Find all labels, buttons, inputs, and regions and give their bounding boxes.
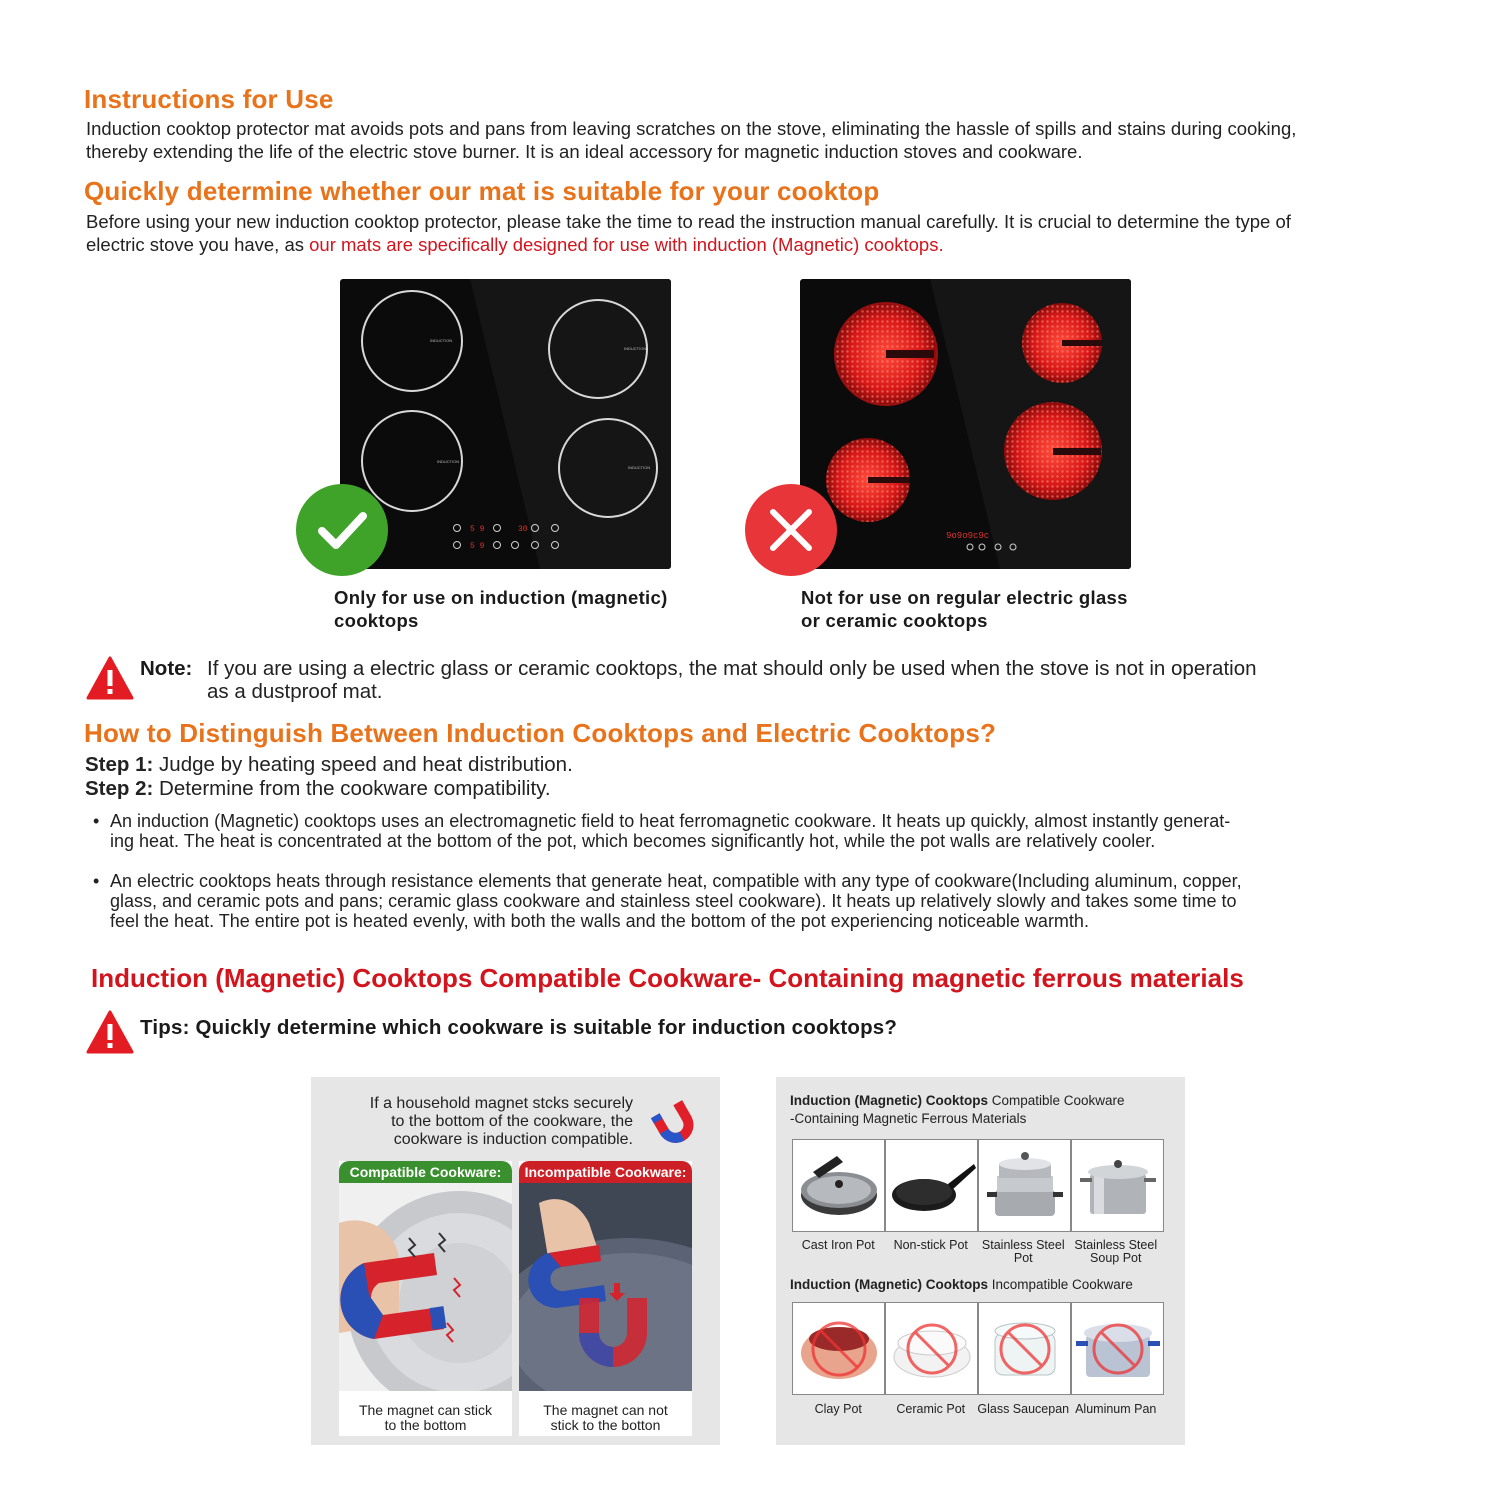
compatible-caption [339,1403,512,1433]
suitability-paragraph [86,210,1416,256]
burner-bottom-right [1004,402,1102,500]
note-line-2: as a dustproof mat. [207,680,383,703]
instructions-line-1: Induction cooktop protector mat avoids pots and pans from leaving scratches on the stove, eliminating the hassle of spills and stains during cooking, [86,118,1297,139]
induction-caption-line-1: Only for use on induction (magnetic) [334,587,668,608]
compatible-subtitle: -Containing Magnetic Ferrous Materials [790,1111,1027,1126]
burner-top-right [1022,303,1102,383]
label-ceramic-pot: Ceramic Pot [896,1402,966,1416]
section-title-compatible: Induction (Magnetic) Cooktops Compatible Cookware- Containing magnetic ferrous materials [91,963,1244,993]
bullet-dot-2: • [93,871,100,891]
incompatible-labels [792,1403,1162,1416]
bullet-2-line-2: glass, and ceramic pots and pans; ceramic glass cookware and stainless steel cookware). It heats up relatively slowly and takes some time to [110,891,1237,911]
suitability-highlight: our mats are specifically designed for use with induction (Magnetic) cooktops. [309,234,944,255]
compatible-card-header: Compatible Cookware: [339,1161,512,1183]
clay-pot-image [792,1302,885,1395]
cookware-panel [776,1077,1185,1445]
induction-caption [334,586,668,632]
bullet-2-line-1: An electric cooktops heats through resistance elements that generate heat, compatible with any type of cookware(Including aluminum, copper, [110,871,1242,891]
suitability-line-1: Before using your new induction cooktop protector, please take the time to read the instruction manual carefully. It is crucial to determine the type of [86,211,1291,232]
note-label: Note: [140,657,193,680]
bullet-1-line-1: An induction (Magnetic) cooktops uses an electromagnetic field to heat ferromagnetic cookware. It heats up quickly, almost instantly generat- [110,811,1231,831]
section-title-distinguish: How to Distinguish Between Induction Cooktops and Electric Cooktops? [84,718,997,748]
compatible-title-rest: Compatible Cookware [988,1093,1125,1108]
incompatible-grid [792,1302,1162,1395]
compatible-labels [792,1239,1162,1265]
magnet-test-panel [311,1077,720,1445]
incompatible-card [519,1161,692,1436]
compatible-card [339,1161,512,1436]
bullet-2-line-3: feel the heat. The entire pot is heated evenly, with both the walls and the bottom of the pot experiencing noticeable warmth. [110,911,1089,931]
incompatible-title-bold: Induction (Magnetic) Cooktops [790,1277,988,1292]
compatible-title-line [790,1092,1125,1110]
warning-icon [86,656,134,700]
step-2-label: Step 2: [85,776,154,800]
incompatible-caption-line-2: stick to the botton [550,1417,661,1433]
magnet-intro [311,1095,633,1149]
checkmark-icon [296,484,388,576]
suitability-line-2-plain: electric stove you have, as [86,234,310,255]
step-1-label: Step 1: [85,753,154,776]
incompatible-title [790,1277,1133,1292]
burner-top-left [835,303,937,405]
electric-cooktop-illustration [800,279,1131,569]
display-right: 9o9o9c9c [946,531,990,541]
induction-cooktop-image [340,279,671,569]
induction-label-1: INDUCTION [430,338,453,343]
label-aluminum-pan: Aluminum Pan [1075,1402,1157,1416]
section-title-instructions: Instructions for Use [84,84,334,114]
compatible-grid [792,1139,1162,1232]
incompatible-title-rest: Incompatible Cookware [988,1277,1133,1292]
label-non-stick-pot: Non-stick Pot [893,1238,968,1252]
incompatible-card-header: Incompatible Cookware: [519,1161,692,1183]
tips-warning-icon [86,1010,134,1054]
burner-bottom-left [826,438,910,522]
display-left-2: 5 9 [470,542,485,551]
step-1-text: Judge by heating speed and heat distribution. [153,753,573,776]
bullet-induction [93,811,1400,851]
label-stainless-steel-soup-pot: Stainless Steel Soup Pot [1074,1238,1158,1265]
tips-text: Tips: Quickly determine which cookware is suitable for induction cooktops? [140,1016,898,1039]
instructions-line-2: thereby extending the life of the electric stove burner. It is an ideal accessory for magnetic induction stoves and cookware. [86,141,1083,162]
suitability-line-2 [86,233,1416,256]
compatible-caption-line-1: The magnet can stick [358,1402,493,1418]
magnet-icon [647,1099,703,1149]
glass-saucepan-image [978,1302,1071,1395]
stainless-steel-soup-pot-image [1071,1139,1164,1232]
non-stick-pot-image [885,1139,978,1232]
induction-label-3: INDUCTION [437,459,460,464]
aluminum-pan-image [1071,1302,1164,1395]
electric-cooktop-image [800,279,1131,569]
label-glass-saucepan: Glass Saucepan [977,1402,1070,1416]
induction-caption-line-2: cooktops [334,610,419,631]
incompatible-magnet-illustration [519,1183,692,1391]
stainless-steel-pot-image [978,1139,1071,1232]
label-clay-pot: Clay Pot [814,1402,862,1416]
induction-label-4: INDUCTION [628,465,651,470]
electric-caption-line-2: or ceramic cooktops [801,610,988,631]
instructions-paragraph [86,117,1416,163]
incompatible-caption-line-1: The magnet can not [543,1402,668,1418]
magnet-intro-line-1: If a household magnet stcks securely [369,1095,633,1112]
compatible-magnet-illustration [339,1183,512,1391]
step-2-text: Determine from the cookware compatibility. [153,776,551,800]
bullet-1-line-2: ing heat. The heat is concentrated at the bottom of the pot, which becomes significantly hot, while the pot walls are relatively cooler. [110,831,1156,851]
display-timer: 30 [518,525,528,534]
label-stainless-steel-pot: Stainless Steel Pot [981,1238,1065,1265]
display-left-1: 5 9 [470,525,485,534]
incompatible-caption [519,1403,692,1433]
induction-cooktop-illustration [340,279,671,569]
cross-icon [745,484,837,576]
step-1 [85,753,573,777]
bullet-dot-1: • [93,811,100,831]
steps [85,753,573,800]
compatible-caption-line-2: to the bottom [384,1417,467,1433]
cross-badge [745,484,837,576]
electric-caption [801,586,1128,632]
cast-iron-pot-image [792,1139,885,1232]
section-title-suitability: Quickly determine whether our mat is suitable for your cooktop [84,176,880,206]
note-line-1: If you are using a electric glass or ceramic cooktops, the mat should only be used when the stove is not in operation [207,657,1257,680]
magnet-intro-line-3: cookware is induction compatible. [393,1131,633,1148]
note-text [207,657,1397,703]
magnet-intro-line-2: to the bottom of the cookware, the [391,1113,633,1130]
induction-label-2: INDUCTION [624,346,647,351]
bullet-electric [93,871,1400,931]
step-2 [85,777,573,801]
check-badge [296,484,388,576]
ceramic-pot-image [885,1302,978,1395]
label-cast-iron-pot: Cast Iron Pot [801,1238,875,1252]
electric-caption-line-1: Not for use on regular electric glass [801,587,1128,608]
compatible-title-bold: Induction (Magnetic) Cooktops [790,1093,988,1108]
compatible-title [790,1092,1125,1128]
